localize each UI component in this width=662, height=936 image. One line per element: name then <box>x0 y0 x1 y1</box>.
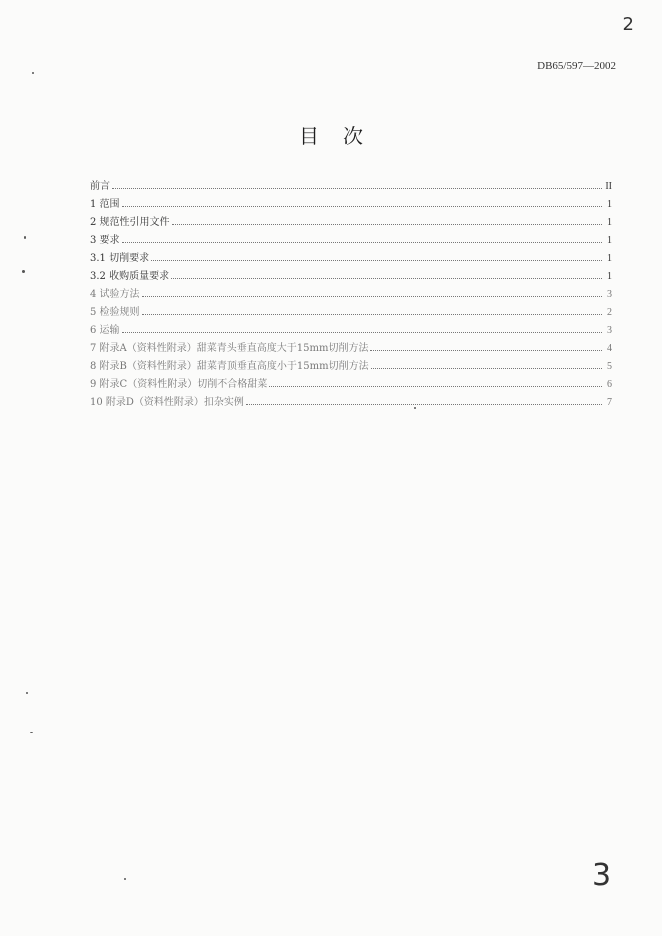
toc-leader-dots <box>142 305 602 315</box>
handwritten-page-number: 3 <box>592 858 612 893</box>
toc-entry-label: 5 检验规则 <box>90 307 140 318</box>
toc-entry-label: 2 规范性引用文件 <box>90 217 170 228</box>
table-of-contents <box>90 178 612 412</box>
toc-entry-page: 7 <box>607 397 612 408</box>
toc-entry-page: 6 <box>607 379 612 390</box>
scan-speck <box>124 878 126 880</box>
toc-leader-dots <box>122 197 602 207</box>
toc-title: 目次 <box>299 124 387 148</box>
toc-entry-label: 3.1 切削要求 <box>90 253 150 264</box>
toc-entry-label: 1 范围 <box>90 199 120 210</box>
toc-entry-label: 9 附录C（资料性附录）切削不合格甜菜 <box>90 379 268 390</box>
toc-entry <box>90 268 612 286</box>
toc-entry <box>90 304 612 322</box>
toc-entry-page: 1 <box>607 253 612 264</box>
toc-entry-page: II <box>605 181 612 192</box>
toc-entry <box>90 376 612 394</box>
toc-entry-page: 5 <box>607 361 612 372</box>
toc-entry <box>90 214 612 232</box>
toc-entry-label: 4 试验方法 <box>90 289 140 300</box>
toc-leader-dots <box>122 233 602 243</box>
scan-speck <box>24 236 26 239</box>
document-code: DB65/597—2002 <box>537 60 616 72</box>
scan-speck <box>414 407 416 409</box>
handwritten-mark: 2 <box>622 14 634 35</box>
toc-entry-page: 4 <box>607 343 612 354</box>
toc-entry-page: 1 <box>607 217 612 228</box>
toc-leader-dots <box>370 341 602 351</box>
toc-entry <box>90 340 612 358</box>
toc-entry-label: 6 运输 <box>90 325 120 336</box>
toc-entry <box>90 286 612 304</box>
toc-entry <box>90 250 612 268</box>
toc-entry-page: 2 <box>607 307 612 318</box>
toc-leader-dots <box>171 269 602 279</box>
toc-leader-dots <box>122 323 602 333</box>
toc-entry-label: 3 要求 <box>90 235 120 246</box>
toc-entry-label: 10 附录D（资料性附录）扣杂实例 <box>90 397 244 408</box>
toc-entry <box>90 322 612 340</box>
scan-speck <box>22 270 25 273</box>
toc-leader-dots <box>172 215 602 225</box>
toc-entry-label: 7 附录A（资料性附录）甜菜青头垂直高度大于15mm切削方法 <box>90 343 369 354</box>
toc-leader-dots <box>151 251 602 261</box>
toc-entry <box>90 196 612 214</box>
toc-leader-dots <box>371 359 602 369</box>
scan-speck <box>26 692 28 694</box>
toc-entry-label: 前言 <box>90 181 110 192</box>
toc-entry-page: 1 <box>607 235 612 246</box>
toc-entry <box>90 232 612 250</box>
toc-entry <box>90 178 612 196</box>
toc-entry-page: 3 <box>607 325 612 336</box>
toc-entry <box>90 394 612 412</box>
toc-entry-label: 8 附录B（资料性附录）甜菜青顶垂直高度小于15mm切削方法 <box>90 361 369 372</box>
toc-leader-dots <box>112 179 602 189</box>
toc-entry-page: 1 <box>607 199 612 210</box>
scan-speck <box>32 72 34 74</box>
toc-entry-page: 3 <box>607 289 612 300</box>
toc-entry <box>90 358 612 376</box>
toc-leader-dots <box>269 377 602 387</box>
toc-leader-dots <box>246 395 602 405</box>
toc-entry-label: 3.2 收购质量要求 <box>90 271 170 282</box>
scan-speck <box>30 732 33 733</box>
toc-leader-dots <box>142 287 602 297</box>
toc-entry-page: 1 <box>607 271 612 282</box>
